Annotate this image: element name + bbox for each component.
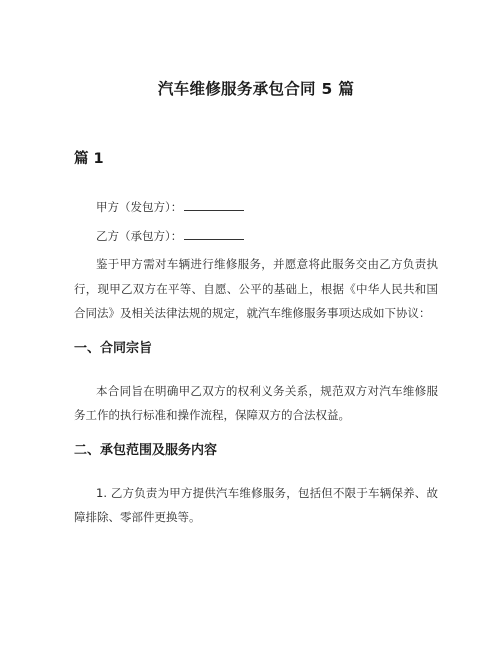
intro-paragraph: 鉴于甲方需对车辆进行维修服务，并愿意将此服务交由乙方负责执行，现甲乙双方在平等、自愿、公平的基础上，根据《中华人民共和国合同法》及相关法律法规的规定，就汽车维修服务事项达成如下协议： [74,257,438,320]
section-heading-purpose: 一、合同宗旨 [74,340,153,356]
document-title: 汽车维修服务承包合同 5 篇 [157,80,355,98]
section-heading-scope: 二、承包范围及服务内容 [74,442,218,458]
party-b-line [74,227,438,245]
party-b-blank [184,227,244,240]
section-body-purpose: 本合同旨在明确甲乙双方的权利义务关系，规范双方对汽车维修服务工作的执行标准和操作流程，保障双方的合法权益。 [74,383,438,422]
party-a-label: 甲方（发包方）： [96,200,183,214]
party-a-blank [184,198,244,211]
section-body-scope: 1. 乙方负责为甲方提供汽车维修服务，包括但不限于车辆保养、故障排除、零部件更换等。 [74,485,438,524]
part-heading: 篇 1 [74,151,104,167]
party-a-line [74,198,438,216]
party-b-label: 乙方（承包方）： [96,229,183,243]
